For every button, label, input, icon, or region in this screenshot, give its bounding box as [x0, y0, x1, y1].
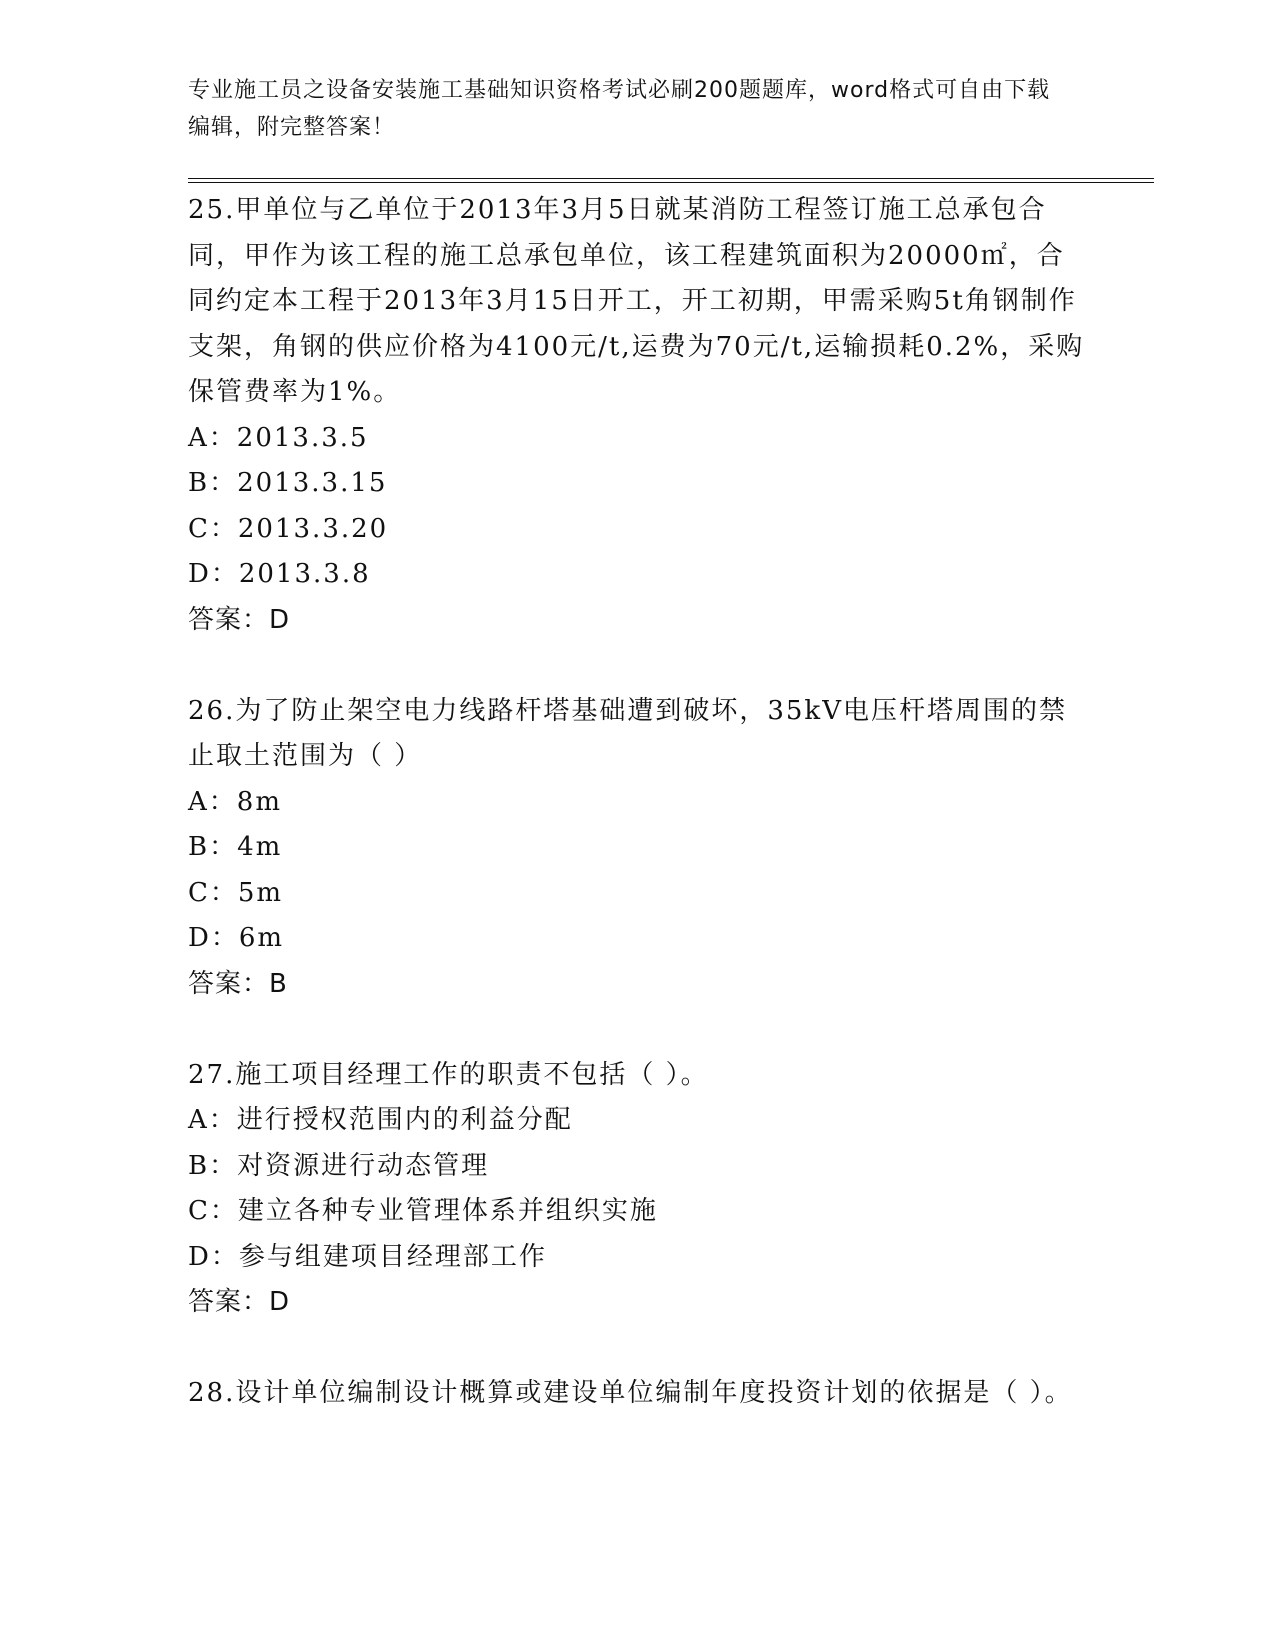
- option-b: B：4m: [188, 832, 283, 862]
- option-b: B：2013.3.15: [188, 468, 388, 498]
- option-a: A：2013.3.5: [188, 422, 369, 453]
- option-a: A：8m: [188, 786, 282, 817]
- question-stem: 25.甲单位与乙单位于2013年3月5日就某消防工程签订施工总承包合同，甲作为该工程的施工总承包单位，该工程建筑面积为20000㎡，合同约定本工程于2013年3月15日开工，开工初期，甲需采购5t角钢制作支架，角钢的供应价格为4100元/t,运费为70元/t,运输损耗0.2%，采购保管费率为1%。: [188, 195, 1085, 407]
- option-b: B：对资源进行动态管理: [188, 1150, 490, 1181]
- question-gap: [188, 1326, 1088, 1372]
- answer-line: 答案：B: [188, 968, 288, 999]
- header-divider-bottom: [188, 182, 1154, 183]
- option-c: C：2013.3.20: [188, 513, 389, 544]
- question-stem: 26.为了防止架空电力线路杆塔基础遭到破坏，35kV电压杆塔周围的禁止取土范围为（ ）: [188, 695, 1067, 771]
- header-divider-top: [188, 178, 1154, 179]
- question-25: [188, 188, 1088, 643]
- question-gap: [188, 643, 1088, 689]
- question-26: [188, 689, 1088, 1008]
- option-d: D：2013.3.8: [188, 559, 371, 589]
- option-d: D：参与组建项目经理部工作: [188, 1241, 547, 1272]
- answer-line: 答案：D: [188, 1287, 291, 1317]
- option-a: A：进行授权范围内的利益分配: [188, 1105, 573, 1135]
- document-header: 专业施工员之设备安装施工基础知识资格考试必刷200题题库，word格式可自由下载编辑，附完整答案！: [188, 78, 1051, 140]
- question-27: [188, 1053, 1088, 1326]
- question-gap: [188, 1007, 1088, 1053]
- question-stem: 27.施工项目经理工作的职责不包括（ ）。: [188, 1059, 709, 1090]
- question-list: [188, 188, 1088, 1417]
- option-c: C：建立各种专业管理体系并组织实施: [188, 1196, 658, 1226]
- answer-line: 答案：D: [188, 604, 291, 635]
- option-c: C：5m: [188, 877, 284, 908]
- option-d: D：6m: [188, 923, 285, 953]
- question-stem: 28.设计单位编制设计概算或建设单位编制年度投资计划的依据是（ ）。: [188, 1378, 1073, 1408]
- question-28: [188, 1371, 1088, 1417]
